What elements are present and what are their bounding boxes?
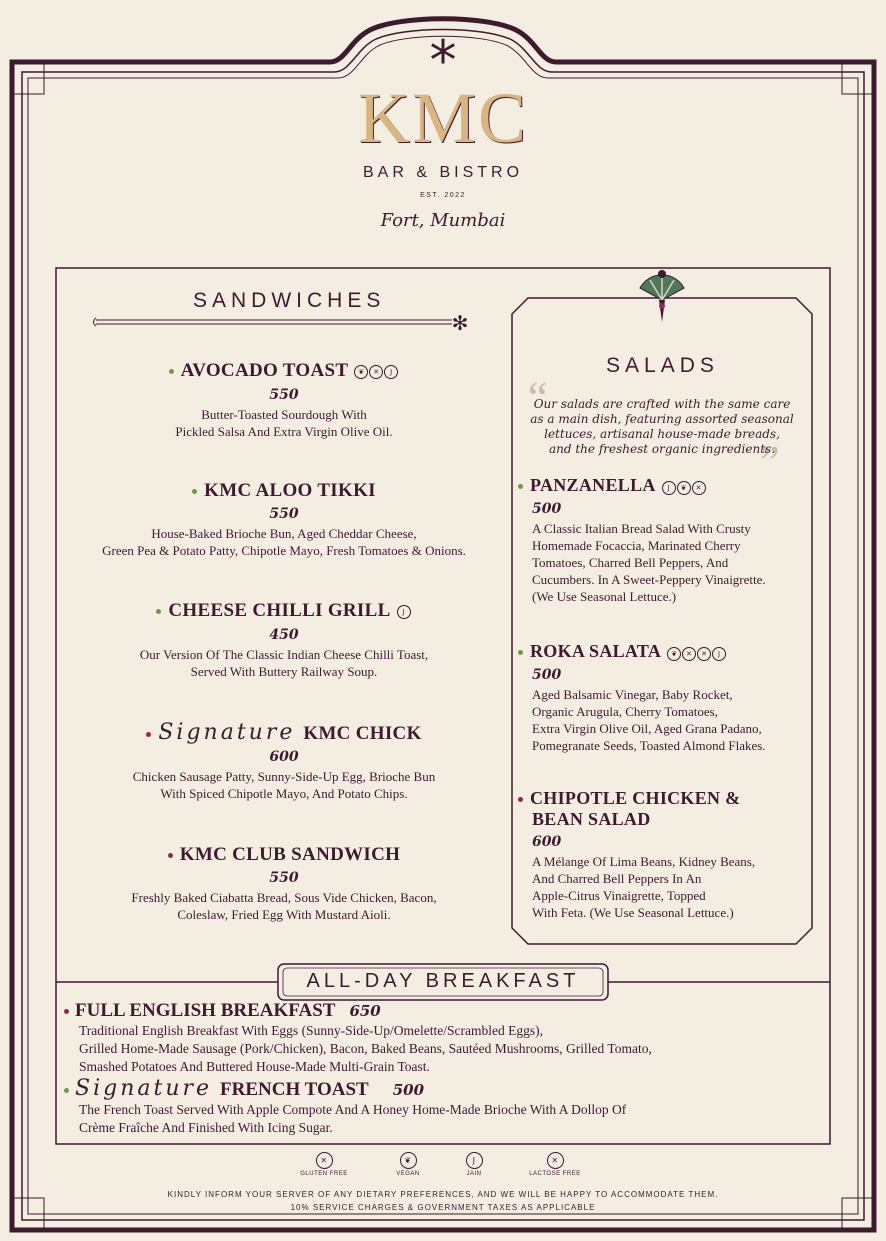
item-desc: Extra Virgin Olive Oil, Aged Grana Padano, [532,721,762,737]
nonveg-dot-icon [146,732,151,737]
item-price: 600 [269,749,299,765]
footer-note: KINDLY INFORM YOUR SERVER OF ANY DIETARY PREFERENCES, AND WE WILL BE HAPPY TO ACCOMMODATE THEM. [167,1190,719,1199]
item-desc: Aged Balsamic Vinegar, Baby Rocket, [532,687,733,703]
item-price: 550 [269,386,299,403]
salads-title: SALADS [606,354,719,377]
menu-item [64,480,504,559]
svg-text:✻: ✻ [451,311,469,335]
veg-dot-icon [169,369,174,374]
vegan-icon: ❦ [400,1152,417,1169]
close-quote-icon: ” [760,437,780,486]
item-name: FRENCH TOAST [220,1079,369,1100]
legend-label: GLUTEN FREE [300,1171,348,1177]
menu-item [518,475,812,605]
open-quote-icon: “ [528,373,548,422]
item-desc: A Mélange Of Lima Beans, Kidney Beans, [532,854,756,869]
item-name: CHIPOTLE CHICKEN & [530,788,741,808]
logo-asterisk: * [429,29,457,92]
item-name: AVOCADO TOAST [180,360,349,381]
item-name: ROKA SALATA [530,641,662,661]
breakfast-title: ALL-DAY BREAKFAST [306,970,580,992]
lactose-free-icon: ✕ [547,1152,564,1169]
menu-item [64,720,504,802]
item-desc: And Charred Bell Peppers In An [532,871,702,886]
item-desc: Coleslaw, Fried Egg With Mustard Aioli. [177,907,391,922]
gluten-free-icon: ✕ [369,365,383,379]
item-name: PANZANELLA [530,475,656,495]
item-desc: Green Pea & Potato Patty, Chipotle Mayo, Fresh Tomatoes & Onions. [102,543,466,558]
item-price: 600 [532,834,562,850]
menu-item [64,360,504,440]
established-year: EST. 2022 [420,192,466,199]
item-price: 500 [532,667,562,684]
nonveg-dot-icon [64,1009,69,1014]
menu-item [518,788,812,921]
item-desc: Grilled Home-Made Sausage (Pork/Chicken), Bacon, Baked Beans, Sautéed Mushrooms, Grilled Tomato, [79,1041,652,1056]
item-desc: Our Version Of The Classic Indian Cheese Chilli Toast, [139,646,429,662]
legend-vegan [382,1152,434,1177]
vegan-icon: ❦ [667,647,681,661]
gluten-free-icon: ✕ [316,1152,333,1169]
item-name: BEAN SALAD [532,809,651,829]
veg-dot-icon [518,650,523,655]
menu-item [64,1000,824,1076]
legend-jain [452,1152,496,1177]
legend-lactose-free [520,1152,590,1177]
item-desc: Traditional English Breakfast With Eggs (Sunny-Side-Up/Omelette/Scrambled Eggs), [79,1023,544,1038]
item-desc: Apple-Citrus Vinaigrette, Topped [532,888,706,903]
item-desc: Homemade Focaccia, Marinated Cherry [532,538,741,554]
intro-line: lettuces, artisanal house-made breads, [544,427,780,441]
item-name: KMC CHICK [303,723,422,744]
legend-gluten-free [292,1152,356,1177]
jain-icon: J [712,647,726,661]
salads-intro [528,397,796,457]
veg-dot-icon [192,489,197,494]
item-desc: House-Baked Brioche Bun, Aged Cheddar Cheese, [151,526,417,541]
jain-icon: J [662,481,676,495]
gluten-free-icon: ✕ [692,481,706,495]
brand-logo: KMC [357,78,529,158]
menu-item [64,844,504,923]
item-name: CHEESE CHILLI GRILL [168,600,391,621]
intro-line: and the freshest organic ingredients. [548,442,776,456]
vegan-icon: ❦ [677,481,691,495]
fan-ornament-icon [640,270,684,322]
menu-item [518,641,812,754]
item-name: KMC ALOO TIKKI [204,480,376,501]
veg-dot-icon [518,484,523,489]
item-name: KMC CLUB SANDWICH [179,844,401,865]
signature-label: Signature [75,1076,213,1101]
item-price: 550 [269,506,299,522]
gluten-free-icon: ✕ [682,647,696,661]
item-price: 650 [349,1002,381,1020]
legend-label: LACTOSE FREE [529,1171,581,1177]
item-desc: (We Use Seasonal Lettuce.) [532,589,677,605]
vegan-icon: ❦ [354,365,368,379]
menu-item [64,1076,824,1137]
item-desc: Smashed Potatoes And Buttered House-Made Multi-Grain Toast. [79,1059,430,1074]
item-desc: Chicken Sausage Patty, Sunny-Side-Up Egg, Brioche Bun [132,769,436,784]
item-desc: Pickled Salsa And Extra Virgin Olive Oil. [175,423,393,439]
veg-dot-icon [64,1088,69,1093]
item-price: 500 [392,1081,425,1099]
lactose-free-icon: ✕ [697,647,711,661]
item-desc: Freshly Baked Ciabatta Bread, Sous Vide Chicken, Bacon, [131,890,437,905]
item-desc: With Feta. (We Use Seasonal Lettuce.) [532,905,734,920]
intro-line: Our salads are crafted with the same care [533,397,791,411]
item-desc: Organic Arugula, Cherry Tomatoes, [532,704,718,720]
sandwiches-title: SANDWICHES [193,289,386,312]
item-name: FULL ENGLISH BREAKFAST [75,1000,336,1021]
nonveg-dot-icon [518,797,523,802]
brand-subtitle: BAR & BISTRO [362,164,524,181]
item-desc: Served With Buttery Railway Soup. [190,663,378,679]
location: Fort, Mumbai [380,210,506,231]
jain-icon: J [384,365,398,379]
item-price: 550 [269,870,299,886]
item-desc: A Classic Italian Bread Salad With Crusty [532,521,751,537]
item-desc: Cucumbers. In A Sweet-Peppery Vinaigrette. [532,572,766,588]
intro-line: as a main dish, featuring assorted seasonal [530,412,794,426]
item-desc: The French Toast Served With Apple Compote And A Honey Home-Made Brioche With A Dollop Of [79,1102,627,1117]
signature-label: Signature [158,720,296,745]
jain-icon: J [397,605,411,619]
footer-taxes: 10% SERVICE CHARGES & GOVERNMENT TAXES AS APPLICABLE [290,1203,596,1212]
item-desc: Pomegranate Seeds, Toasted Almond Flakes. [532,738,766,754]
item-price: 450 [269,626,299,643]
legend-label: VEGAN [396,1171,420,1177]
menu-item [64,600,504,680]
item-desc: Butter-Toasted Sourdough With [201,406,367,422]
item-price: 500 [532,501,562,518]
item-desc: Crème Fraîche And Finished With Icing Sugar. [79,1120,333,1135]
veg-dot-icon [156,609,161,614]
legend-label: JAIN [466,1171,482,1177]
nonveg-dot-icon [168,853,173,858]
item-desc: Tomatoes, Charred Bell Peppers, And [532,555,729,571]
jain-icon: J [466,1152,483,1169]
item-desc: With Spiced Chipotle Mayo, And Potato Chips. [160,786,408,801]
